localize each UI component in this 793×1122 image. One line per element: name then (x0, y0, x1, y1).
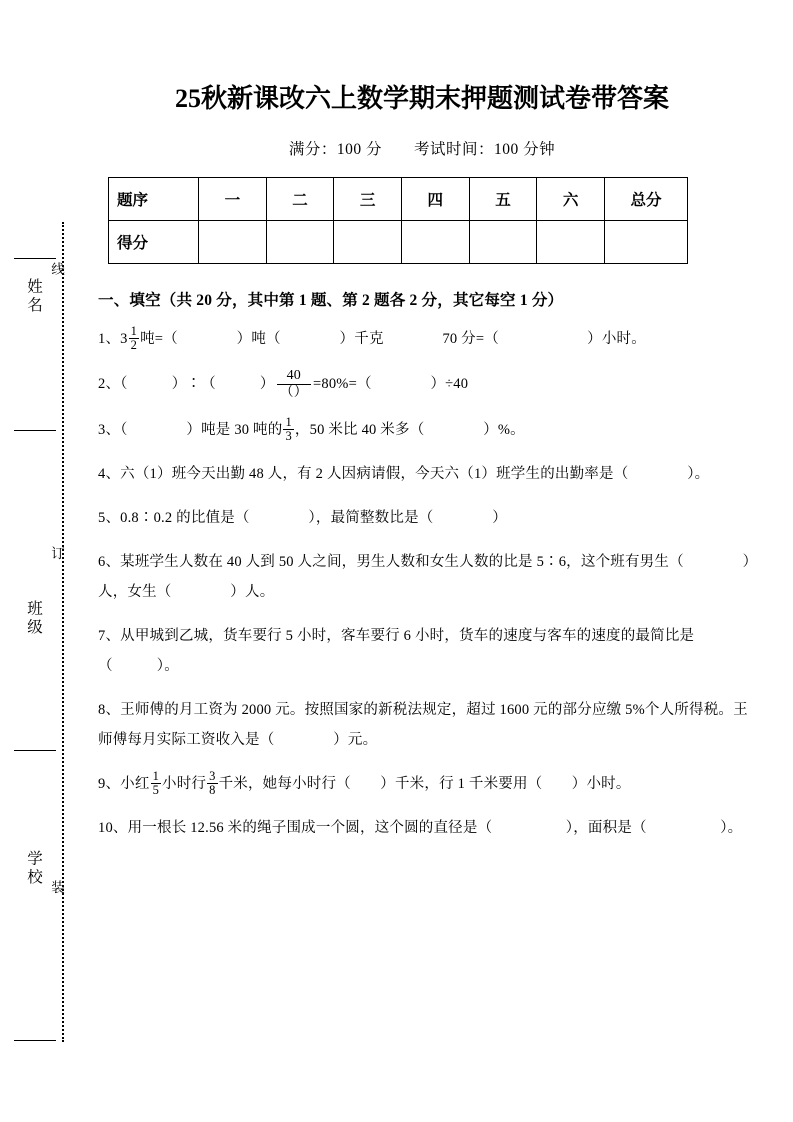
score-table-col-3: 三 (334, 178, 402, 221)
fraction-denominator: 3 (285, 428, 292, 443)
fraction-numerator: 40 (277, 368, 311, 385)
fraction-denominator: 8 (209, 782, 216, 797)
question-8-text: 王师傅的月工资为 2000 元。按照国家的新税法规定，超过 1600 元的部分应缴 5%个人所得税。王师傅每月实际工资收入是（ ）元。 (98, 702, 748, 749)
question-4-text: 六（1）班今天出勤 48 人，有 2 人因病请假，今天六（1）班学生的出勤率是（ ）。 (120, 466, 710, 483)
score-table (108, 177, 688, 264)
score-cell-total[interactable] (605, 221, 688, 264)
margin-label-class: 班级 (25, 600, 42, 637)
question-1-part2: 吨=（ ）吨（ ）千克 70 分=（ ）小时。 (140, 331, 646, 347)
question-3 (98, 415, 752, 445)
score-cell-5[interactable] (469, 221, 537, 264)
page-title: 25秋新课改六上数学期末押题测试卷带答案 (174, 84, 669, 113)
question-9-number: 9、 (98, 776, 121, 793)
margin-rule-3 (14, 1040, 56, 1041)
fraction-denominator: 5 (152, 782, 160, 797)
score-table-col-4: 四 (401, 178, 469, 221)
question-7-text: 从甲城到乙城，货车要行 5 小时，客车要行 6 小时，货车的速度与客车的速度的最简比是（ ）。 (98, 628, 695, 675)
fraction-one-third (283, 416, 293, 443)
exam-paper-body (92, 0, 752, 1122)
question-6-text: 某班学生人数在 40 人到 50 人之间，男生人数和女生人数的比是 5∶6，这个班有男生（ ）人，女生（ ）人。 (98, 554, 751, 601)
margin-label-school: 学校 (25, 850, 42, 887)
fraction-numerator: 3 (209, 768, 216, 783)
question-3-part1: （ ）吨是 30 吨的 (120, 422, 283, 439)
question-1-number: 1、 (98, 331, 121, 347)
left-margin-strip (0, 0, 92, 1122)
fraction-numerator: 1 (285, 414, 292, 429)
question-4 (98, 459, 752, 489)
score-table-col-6: 六 (537, 178, 605, 221)
table-row (109, 221, 688, 264)
table-row (109, 178, 688, 221)
fraction-numerator: 1 (130, 323, 138, 338)
margin-label-seal: 装 (49, 880, 64, 897)
fraction-three-eighths (207, 770, 217, 797)
question-6 (98, 547, 752, 607)
question-5-number: 5、 (98, 510, 121, 527)
score-table-row-label: 题序 (109, 178, 199, 221)
question-2 (98, 368, 752, 401)
question-4-number: 4、 (98, 466, 121, 483)
question-3-number: 3、 (98, 422, 121, 439)
score-cell-3[interactable] (334, 221, 402, 264)
margin-rule-top (14, 258, 56, 259)
question-2-part2: =80%=（ ）÷40 (313, 375, 469, 392)
question-9-part1: 小红 (120, 776, 150, 793)
question-8-number: 8、 (98, 702, 121, 719)
score-table-col-1: 一 (199, 178, 267, 221)
margin-rule-1 (14, 430, 56, 431)
fraction-denominator: （） (279, 385, 309, 401)
score-table-row-score-label: 得分 (109, 221, 199, 264)
question-10 (98, 813, 752, 843)
question-5-text: 0.8∶0.2 的比值是（ ），最简整数比是（ ） (120, 510, 507, 527)
score-cell-6[interactable] (537, 221, 605, 264)
exam-subtitle: 满分：100 分 考试时间：100 分钟 (288, 141, 556, 158)
fraction-one-half (129, 325, 139, 352)
fraction-one-fifth (151, 770, 161, 797)
score-cell-4[interactable] (401, 221, 469, 264)
score-table-col-total: 总分 (605, 178, 688, 221)
question-7 (98, 621, 752, 681)
fraction-numerator: 1 (152, 768, 160, 783)
question-10-number: 10、 (98, 820, 128, 837)
question-1-part1: 3 (120, 331, 128, 347)
question-5 (98, 503, 752, 533)
question-7-number: 7、 (98, 628, 121, 645)
dashed-fold-line (62, 222, 64, 1042)
question-6-number: 6、 (98, 554, 121, 571)
fraction-forty-over-blank (277, 368, 311, 401)
margin-label-bind: 订 (49, 546, 64, 563)
question-10-text: 用一根长 12.56 米的绳子围成一个圆，这个圆的直径是（ ），面积是（ ）。 (127, 820, 743, 837)
question-1 (98, 324, 752, 354)
question-9 (98, 769, 752, 799)
margin-label-name: 姓名 (25, 278, 42, 315)
score-table-col-5: 五 (469, 178, 537, 221)
margin-rule-2 (14, 750, 56, 751)
question-2-part1: （ ）∶（ ） (120, 375, 275, 392)
question-2-number: 2、 (98, 375, 121, 392)
margin-label-line: 线 (49, 262, 64, 279)
fraction-denominator: 2 (130, 337, 138, 352)
question-9-part2: 小时行 (162, 776, 207, 793)
score-cell-2[interactable] (266, 221, 334, 264)
question-8 (98, 695, 752, 755)
question-9-part3: 千米，她每小时行（ ）千米，行 1 千米要用（ ）小时。 (218, 776, 631, 793)
question-3-part2: ，50 米比 40 米多（ ）%。 (294, 422, 525, 439)
score-table-col-2: 二 (266, 178, 334, 221)
score-cell-1[interactable] (199, 221, 267, 264)
section-heading-fill-in-blank: 一、填空（共 20 分，其中第 1 题、第 2 题各 2 分，其它每空 1 分） (98, 292, 564, 309)
